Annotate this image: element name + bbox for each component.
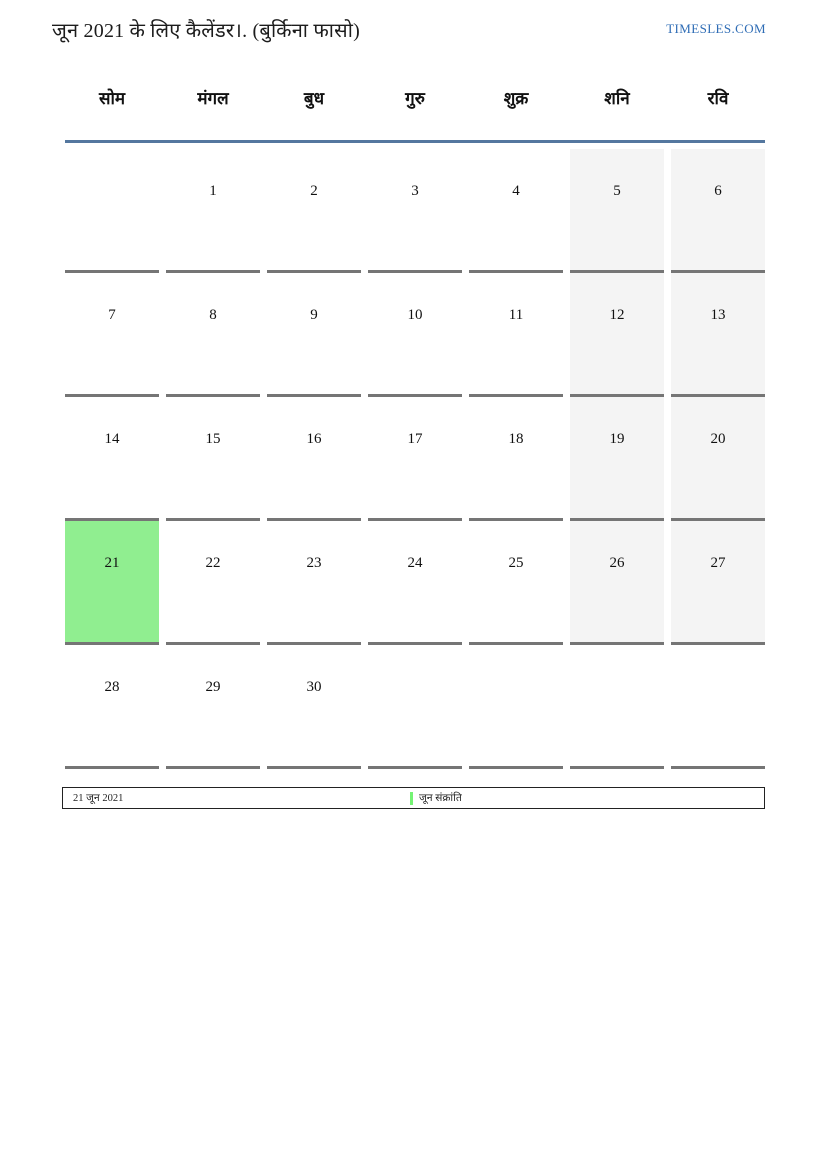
day-number: 21 <box>104 555 120 571</box>
calendar-day-19 <box>570 397 664 521</box>
day-number: 10 <box>407 307 423 323</box>
day-number: 19 <box>609 431 625 447</box>
calendar-day-3 <box>368 149 462 273</box>
day-number: 25 <box>508 555 524 571</box>
weekday-label-2: बुध <box>303 89 325 108</box>
day-number: 22 <box>205 555 221 571</box>
calendar-day-13 <box>671 273 765 397</box>
calendar-day-24 <box>368 521 462 645</box>
day-number: 8 <box>209 307 217 323</box>
page-header <box>52 16 766 43</box>
calendar-day-2 <box>267 149 361 273</box>
calendar-day-15 <box>166 397 260 521</box>
calendar-day-30 <box>267 645 361 769</box>
weekday-label-1: मंगल <box>197 89 229 108</box>
day-number: 20 <box>710 431 726 447</box>
day-number: 2 <box>310 183 318 199</box>
calendar-day-23 <box>267 521 361 645</box>
calendar-day-18 <box>469 397 563 521</box>
legend-date <box>73 788 123 808</box>
calendar-day-29 <box>166 645 260 769</box>
legend-date-label: 21 जून 2021 <box>73 793 124 804</box>
calendar-day-20 <box>671 397 765 521</box>
calendar-day-25 <box>469 521 563 645</box>
calendar-day-10 <box>368 273 462 397</box>
weekday-label-0: सोम <box>98 89 126 108</box>
day-number: 12 <box>609 307 625 323</box>
calendar-day-8 <box>166 273 260 397</box>
calendar-day-5 <box>570 149 664 273</box>
event-marker-icon <box>410 792 413 805</box>
calendar-day-9 <box>267 273 361 397</box>
calendar-day-11 <box>469 273 563 397</box>
day-number: 15 <box>205 431 221 447</box>
calendar-cell-empty <box>65 149 159 273</box>
page-title: जून 2021 के लिए कैलेंडर।. (बुर्किना फासो) <box>52 20 360 42</box>
day-number: 29 <box>205 679 221 695</box>
calendar-day-6 <box>671 149 765 273</box>
day-number: 30 <box>306 679 322 695</box>
legend-box <box>62 787 765 809</box>
calendar-day-16 <box>267 397 361 521</box>
weekday-label-4: शुक्र <box>503 89 529 108</box>
brand-link[interactable]: TIMESLES.COM <box>666 21 766 36</box>
legend-event-label: जून संक्रांति <box>418 793 462 804</box>
calendar-day-4 <box>469 149 563 273</box>
calendar-cell-empty <box>570 645 664 769</box>
day-number: 24 <box>407 555 423 571</box>
calendar-day-28 <box>65 645 159 769</box>
calendar-cell-empty <box>469 645 563 769</box>
calendar-day-22 <box>166 521 260 645</box>
calendar-day-12 <box>570 273 664 397</box>
day-number: 4 <box>512 183 520 199</box>
calendar-day-14 <box>65 397 159 521</box>
calendar-cell-empty <box>671 645 765 769</box>
day-number: 11 <box>508 307 524 323</box>
calendar-day-21 <box>65 521 159 645</box>
weekday-label-3: गुरु <box>405 89 425 108</box>
day-number: 7 <box>108 307 116 323</box>
day-number: 17 <box>407 431 423 447</box>
day-number: 26 <box>609 555 625 571</box>
day-number: 1 <box>209 183 217 199</box>
calendar-day-7 <box>65 273 159 397</box>
day-number: 3 <box>411 183 419 199</box>
weekday-label-5: शनि <box>604 89 630 108</box>
day-number: 9 <box>310 307 318 323</box>
day-number: 6 <box>714 183 722 199</box>
weekday-label-6: रवि <box>707 89 729 108</box>
day-number: 14 <box>104 431 120 447</box>
day-number: 5 <box>613 183 621 199</box>
day-number: 27 <box>710 555 726 571</box>
calendar-day-17 <box>368 397 462 521</box>
calendar-day-1 <box>166 149 260 273</box>
day-number: 13 <box>710 307 726 323</box>
calendar-day-27 <box>671 521 765 645</box>
day-number: 16 <box>306 431 322 447</box>
legend-event <box>410 788 462 808</box>
weekday-header-row <box>65 86 765 143</box>
calendar-grid <box>65 149 765 769</box>
day-number: 23 <box>306 555 322 571</box>
day-number: 18 <box>508 431 524 447</box>
calendar-day-26 <box>570 521 664 645</box>
day-number: 28 <box>104 679 120 695</box>
calendar-cell-empty <box>368 645 462 769</box>
